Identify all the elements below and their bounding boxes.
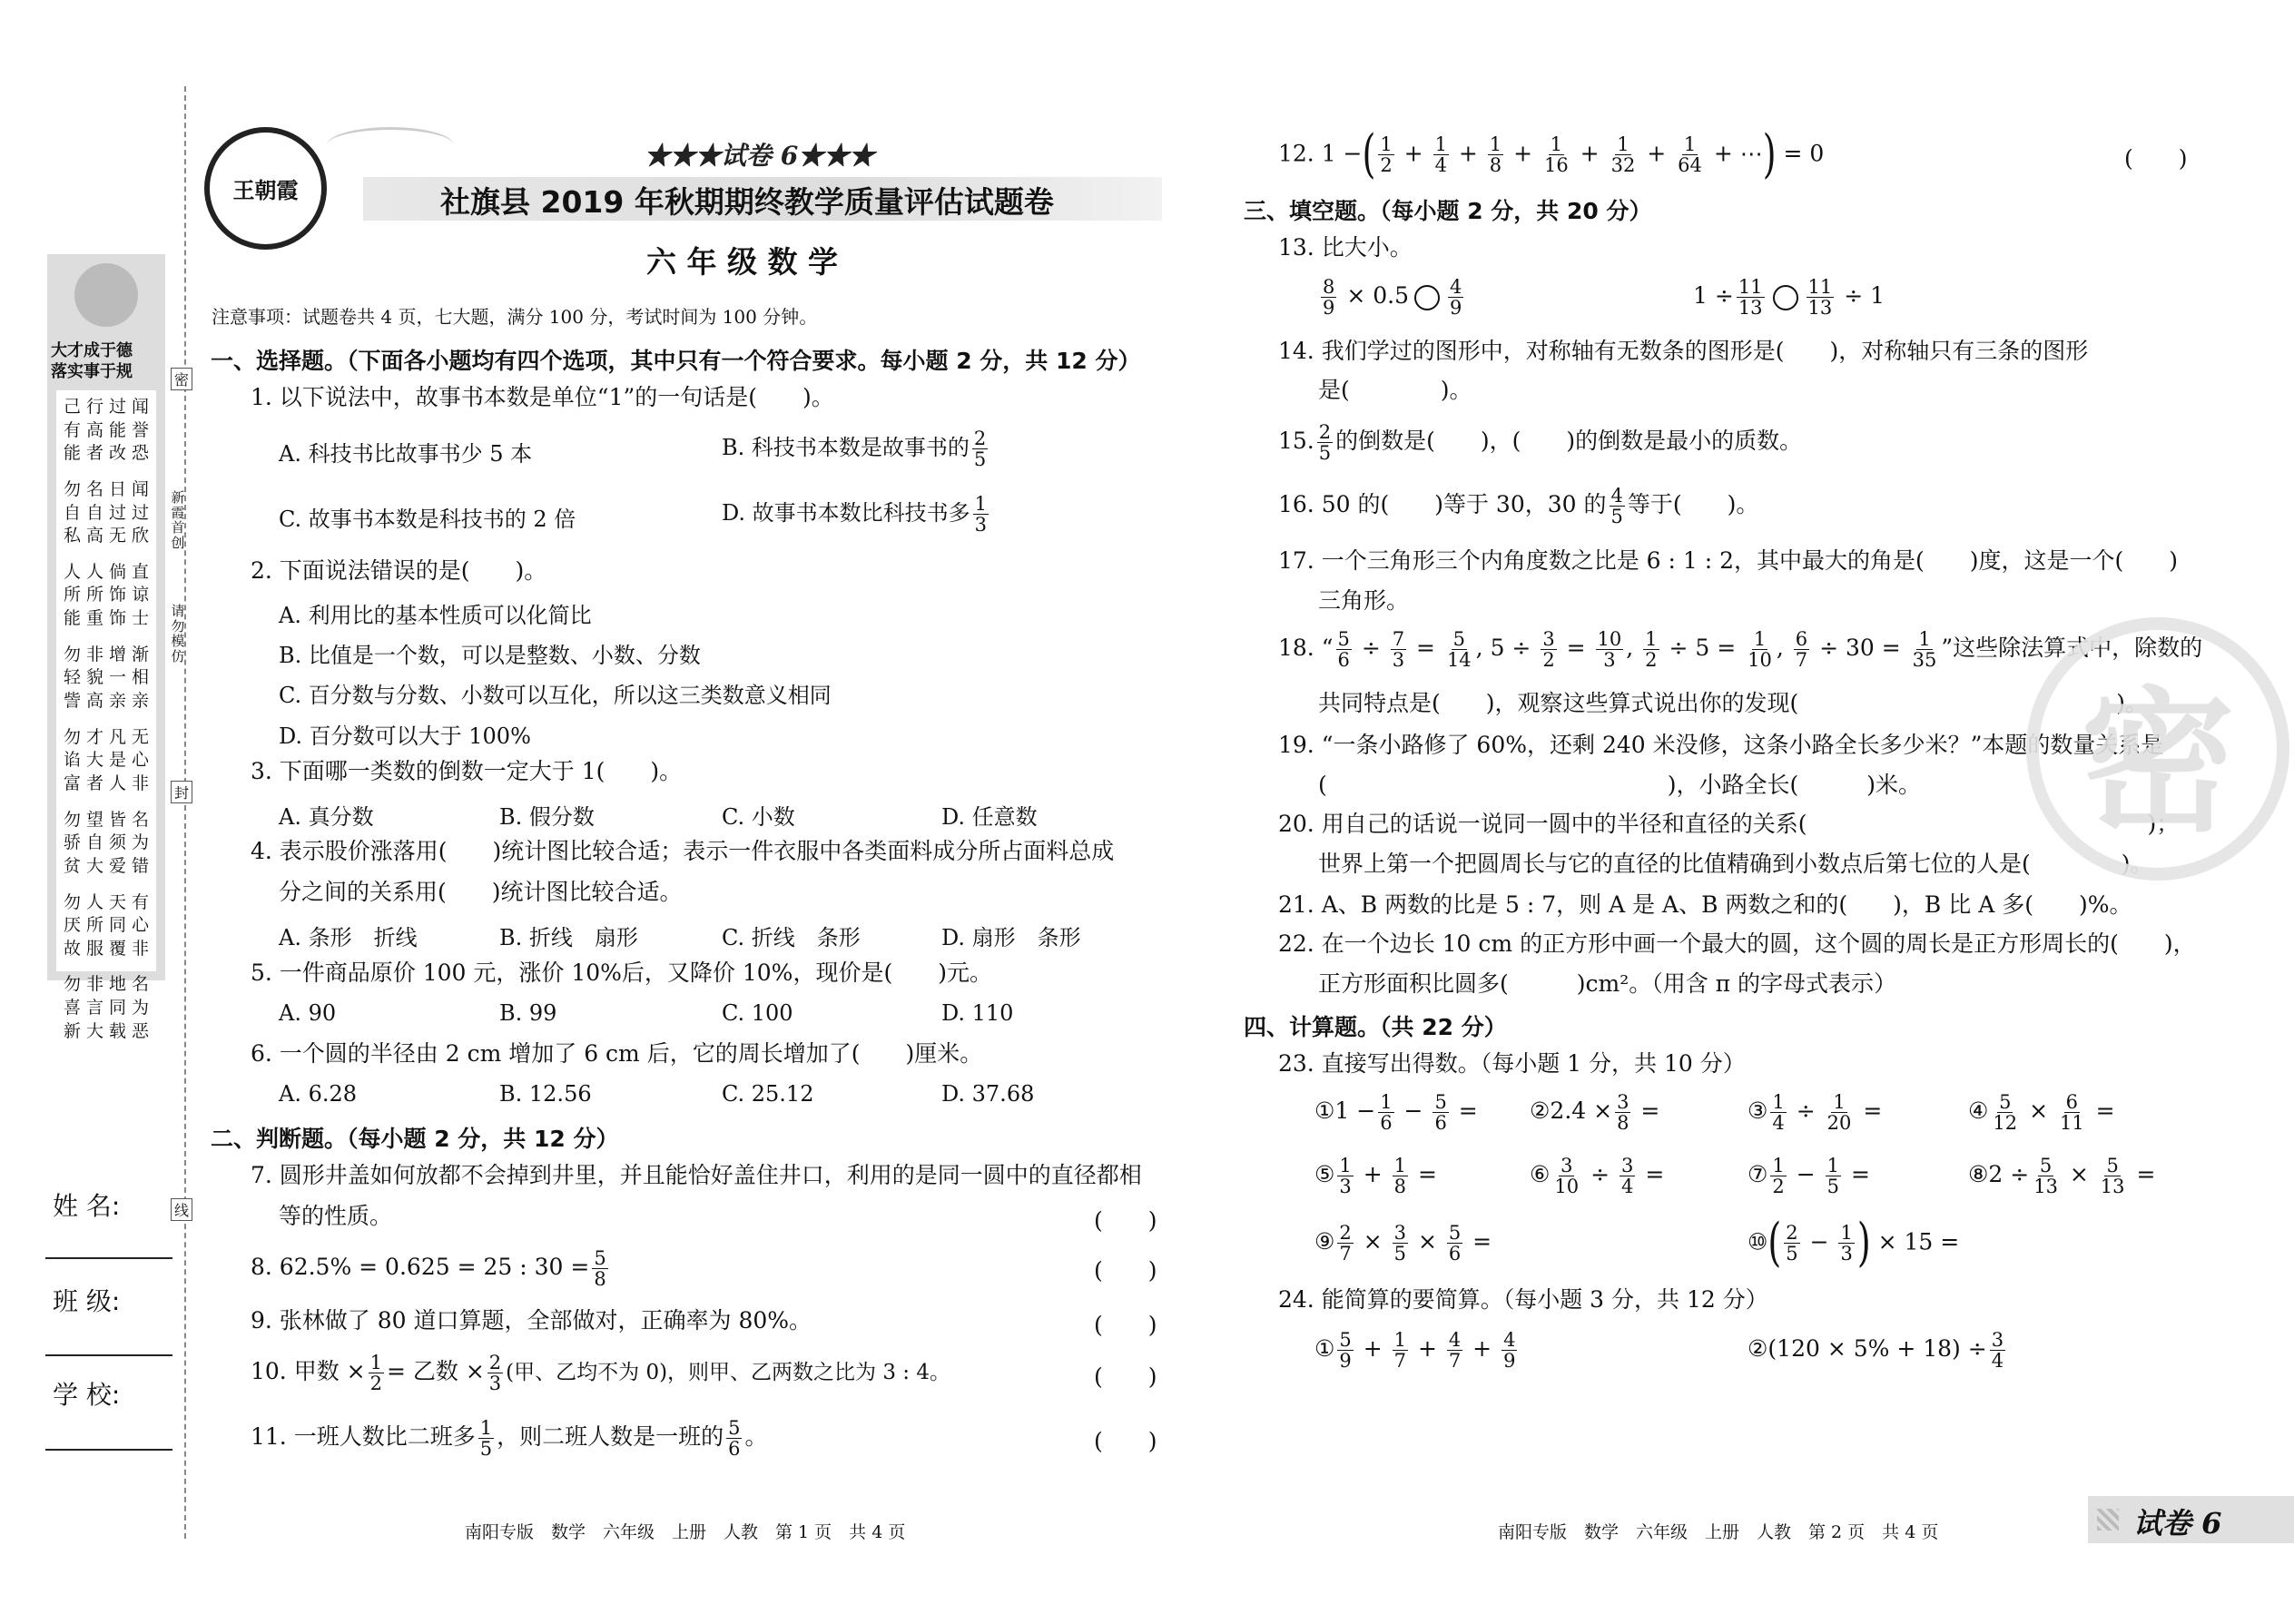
q9-answer[interactable]: ( ) — [1094, 1312, 1157, 1338]
q10-answer[interactable]: ( ) — [1094, 1363, 1157, 1390]
q5: 5. 一件商品原价 100 元，涨价 10%后，又降价 10%，现价是( )元。 — [251, 960, 992, 986]
motto-columns: 己 行 过 闻 有 高 能 誉 能 者 改 恐 勿 名 日 闻 自 自 过 过 私 高 无 欣 人 人 倘 直 所 所 饰 谅 能 重 饰 士 勿 非 增 渐 轻 貌 一 相 訾 高 亲 亲 勿 才 凡 无 谄 大 是 心 富 者 人 非 勿 望 皆 名 骄 自 须 为 贫 大 爱 错 勿 人 天 有 厌 所 同 心 故 服 覆 非 勿 非 地 名 喜 言 同 为 新 大 载 恶 — [56, 390, 156, 971]
exam-subtitle: 六 年 级 数 学 — [646, 244, 838, 280]
q20: 20. 用自己的话说一说同一圆中的半径和直径的关系( )； — [1278, 811, 2180, 837]
class-line[interactable] — [45, 1354, 172, 1356]
q7-answer[interactable]: ( ) — [1094, 1207, 1157, 1234]
q1-option-b[interactable]: B. 科技书本数是故事书的 $\frac{2}{5}$ — [722, 428, 987, 471]
binding-line — [184, 86, 186, 1539]
exam-title: 社旗县 2019 年秋期期终教学质量评估试题卷 — [440, 184, 1054, 220]
side-note-3: 请 勿 模 仿 — [171, 603, 185, 664]
q10: 10. 甲数 × $\frac{1}{2}$ = 乙数 × $\frac{2}{3}$ (甲、乙均不为 0)，则甲、乙两数之比为 3 : 4。 — [251, 1352, 950, 1395]
q3-option-c[interactable]: C. 小数 — [722, 804, 795, 830]
q17-line2: 三角形。 — [1318, 587, 1410, 614]
calc-7: ⑦ $\frac{1}{2}$ − $\frac{1}{5}$ = — [1748, 1155, 1870, 1198]
q2-option-c[interactable]: C. 百分数与分数、小数可以互化，所以这三类数意义相同 — [279, 683, 832, 708]
notice: 注意事项：试题卷共 4 页，七大题，满分 100 分，考试时间为 100 分钟。 — [212, 306, 818, 328]
ribbon — [327, 127, 454, 163]
q3-option-b[interactable]: B. 假分数 — [499, 804, 595, 830]
q8: 8. 62.5% = 0.625 = 25 : 30 = $\frac{5}{8}$ — [251, 1247, 606, 1291]
q24: 24. 能简算的要简算。（每小题 3 分，共 12 分） — [1278, 1286, 1768, 1313]
q19: 19. “一条小路修了 60%，还剩 240 米没修，这条小路全长多少米？”本题的数量关系是 — [1278, 732, 2164, 758]
corner-badge-label: 试卷 6 — [2133, 1506, 2222, 1540]
q6-option-d[interactable]: D. 37.68 — [941, 1081, 1035, 1107]
side-note-1: 密 — [171, 368, 192, 390]
q18: 18. “ $\frac{5}{6}$ ÷ $\frac{7}{3}$ = $\frac{5}{14}$ , 5 ÷ $\frac{3}{2}$ = $\frac{10}{3}$ , $\frac{1}{2}$ ÷ 5 = $\frac{1}{10}$ , $\frac{6}{7}$ ÷ 30 = $\frac{1}{35}$ ”这些除法算式中，除数的 — [1278, 628, 2203, 672]
q11-answer[interactable]: ( ) — [1094, 1428, 1157, 1454]
calc-9: ⑨ $\frac{2}{7}$ × $\frac{3}{5}$ × $\frac{5}{6}$ = — [1314, 1222, 1492, 1265]
q4-option-a[interactable]: A. 条形 折线 — [279, 925, 418, 950]
q23: 23. 直接写出得数。（每小题 1 分，共 10 分） — [1278, 1050, 1746, 1077]
calc-4: ④ $\frac{5}{12}$ × $\frac{6}{11}$ = — [1968, 1091, 2115, 1135]
q6-option-b[interactable]: B. 12.56 — [499, 1081, 592, 1107]
q5-option-d[interactable]: D. 110 — [941, 1000, 1014, 1026]
section-4-title: 四、计算题。（共 22 分） — [1244, 1014, 1507, 1040]
q2-option-a[interactable]: A. 利用比的基本性质可以化简比 — [279, 603, 592, 628]
series-label: ★★★试卷 6★★★ — [645, 141, 875, 171]
simplify-2: ②(120 × 5% + 18) ÷ $\frac{3}{4}$ — [1748, 1329, 2004, 1373]
q19-line2: ( )，小路全长( )米。 — [1318, 772, 1922, 798]
q3-option-d[interactable]: D. 任意数 — [941, 804, 1038, 830]
corner-badge-dots — [2097, 1509, 2119, 1530]
q18-line2: 共同特点是( )，观察这些算式说出你的发现( )。 — [1318, 690, 2149, 716]
q6-option-c[interactable]: C. 25.12 — [722, 1081, 814, 1107]
q21: 21. A、B 两数的比是 5 : 7，则 A 是 A、B 两数之和的( )，B 比 A 多( )%。 — [1278, 891, 2132, 918]
q4: 4. 表示股价涨落用( )统计图比较合适；表示一件衣服中各类面料成分所占面料总成 — [251, 838, 1115, 864]
q4-line2: 分之间的关系用( )统计图比较合适。 — [279, 879, 683, 905]
q4-option-b[interactable]: B. 折线 扇形 — [499, 925, 638, 950]
q11: 11. 一班人数比二班多 $\frac{1}{5}$ ，则二班人数是一班的 $\frac{5}{6}$ 。 — [251, 1417, 768, 1461]
q5-option-a[interactable]: A. 90 — [279, 1000, 337, 1026]
q7: 7. 圆形井盖如何放都不会掉到井里，并且能恰好盖住井口，利用的是同一圆中的直径都相 — [251, 1162, 1142, 1188]
q13: 13. 比大小。 — [1278, 234, 1413, 261]
q6-option-a[interactable]: A. 6.28 — [279, 1081, 358, 1107]
motto-panel — [47, 254, 165, 1041]
q3-option-a[interactable]: A. 真分数 — [279, 804, 374, 830]
compare-circle-1[interactable] — [1414, 285, 1440, 310]
section-2-title: 二、判断题。（每小题 2 分，共 12 分） — [211, 1126, 619, 1152]
q16: 16. 50 的( )等于 30，30 的 $\frac{4}{5}$ 等于( )。 — [1278, 485, 1759, 528]
motto-bottom: 落实事于规 — [51, 362, 133, 381]
footer-left: 南阳专版 数学 六年级 上册 人教 第 1 页 共 4 页 — [465, 1522, 906, 1542]
motto-figure — [74, 263, 138, 327]
side-note-4: 封 — [171, 781, 192, 803]
q15: 15. $\frac{2}{5}$ 的倒数是( )，( )的倒数是最小的质数。 — [1278, 421, 1803, 465]
q6: 6. 一个圆的半径由 2 cm 增加了 6 cm 后，它的周长增加了( )厘米。 — [251, 1040, 983, 1067]
logo-text: 王朝霞 — [232, 177, 299, 203]
name-line[interactable] — [45, 1257, 172, 1259]
q1-option-d[interactable]: D. 故事书本数比科技书多 $\frac{1}{3}$ — [722, 493, 988, 536]
q12-answer[interactable]: ( ) — [2124, 145, 2188, 172]
q2-option-d[interactable]: D. 百分数可以大于 100% — [279, 723, 531, 749]
school-label: 学 校: — [53, 1380, 121, 1410]
side-note-2: 新 霞 首 创 — [171, 489, 185, 551]
q20-line2: 世界上第一个把圆周长与它的直径的比值精确到小数点后第七位的人是( )。 — [1318, 851, 2153, 877]
q1-option-a[interactable]: A. 科技书比故事书少 5 本 — [279, 441, 533, 467]
q8-answer[interactable]: ( ) — [1094, 1257, 1157, 1284]
q5-option-c[interactable]: C. 100 — [722, 1000, 793, 1026]
calc-8: ⑧2 ÷ $\frac{5}{13}$ × $\frac{5}{13}$ = — [1968, 1155, 2156, 1198]
q14-line2: 是( )。 — [1318, 377, 1472, 403]
calc-10: ⑩( $\frac{2}{5}$ − $\frac{1}{3}$ ) × 15 = — [1748, 1212, 1960, 1273]
section-3-title: 三、填空题。（每小题 2 分，共 20 分） — [1244, 198, 1652, 224]
q13-compare-1: $\frac{8}{9}$ × 0.5 $\frac{4}{9}$ — [1323, 276, 1462, 320]
q22: 22. 在一个边长 10 cm 的正方形中画一个最大的圆，这个圆的周长是正方形周长的( )， — [1278, 930, 2196, 957]
logo — [204, 127, 327, 250]
calc-1: ①1 − $\frac{1}{6}$ − $\frac{5}{6}$ = — [1314, 1091, 1478, 1135]
q13-compare-2: 1 ÷ $\frac{11}{13}$ $\frac{11}{13}$ ÷ 1 — [1693, 276, 1885, 320]
calc-5: ⑤ $\frac{1}{3}$ + $\frac{1}{8}$ = — [1314, 1155, 1437, 1198]
side-note-5: 线 — [171, 1198, 192, 1221]
calc-2: ②2.4 × $\frac{3}{8}$ = — [1530, 1091, 1660, 1135]
calc-6: ⑥ $\frac{3}{10}$ ÷ $\frac{3}{4}$ = — [1530, 1155, 1665, 1198]
motto-top: 大才成于德 — [51, 341, 133, 360]
q4-option-c[interactable]: C. 折线 条形 — [722, 925, 861, 950]
footer-right: 南阳专版 数学 六年级 上册 人教 第 2 页 共 4 页 — [1498, 1522, 1939, 1542]
simplify-1: ① $\frac{5}{9}$ + $\frac{1}{7}$ + $\frac{4}{7}$ + $\frac{4}{9}$ — [1314, 1329, 1516, 1373]
q7-line2: 等的性质。 — [279, 1203, 393, 1229]
q1: 1. 以下说法中，故事书本数是单位“1”的一句话是( )。 — [251, 384, 834, 410]
compare-circle-2[interactable] — [1773, 285, 1798, 310]
q5-option-b[interactable]: B. 99 — [499, 1000, 557, 1026]
section-1-title: 一、选择题。（下面各小题均有四个选项，其中只有一个符合要求。每小题 2 分，共 12 分） — [211, 348, 1141, 374]
seal-stamp: 密 — [2026, 617, 2289, 881]
q2-option-b[interactable]: B. 比值是一个数，可以是整数、小数、分数 — [279, 643, 701, 668]
calc-3: ③ $\frac{1}{4}$ ÷ $\frac{1}{20}$ = — [1748, 1091, 1883, 1135]
q4-option-d[interactable]: D. 扇形 条形 — [941, 925, 1081, 950]
q1-option-c[interactable]: C. 故事书本数是科技书的 2 倍 — [279, 507, 576, 532]
q12: 12. 1 −( $\frac{1}{2}$ + $\frac{1}{4}$ + $\frac{1}{8}$ + $\frac{1}{16}$ + $\frac{1}{32}$ + $\frac{1}{64}$ + ⋯) = 0 — [1278, 123, 1825, 184]
name-label: 姓 名: — [53, 1191, 121, 1221]
q3: 3. 下面哪一类数的倒数一定大于 1( )。 — [251, 758, 683, 784]
q22-line2: 正方形面积比圆多( )cm²。（用含 π 的字母式表示） — [1318, 970, 1897, 997]
q9: 9. 张林做了 80 道口算题，全部做对，正确率为 80%。 — [251, 1307, 812, 1334]
q2: 2. 下面说法错误的是( )。 — [251, 557, 547, 584]
school-line[interactable] — [45, 1449, 172, 1451]
q17: 17. 一个三角形三个内角度数之比是 6 : 1 : 2，其中最大的角是( )度，这是一个( ) — [1278, 547, 2179, 574]
q14: 14. 我们学过的图形中，对称轴有无数条的图形是( )，对称轴只有三条的图形 — [1278, 338, 2089, 364]
class-label: 班 级: — [53, 1286, 121, 1316]
